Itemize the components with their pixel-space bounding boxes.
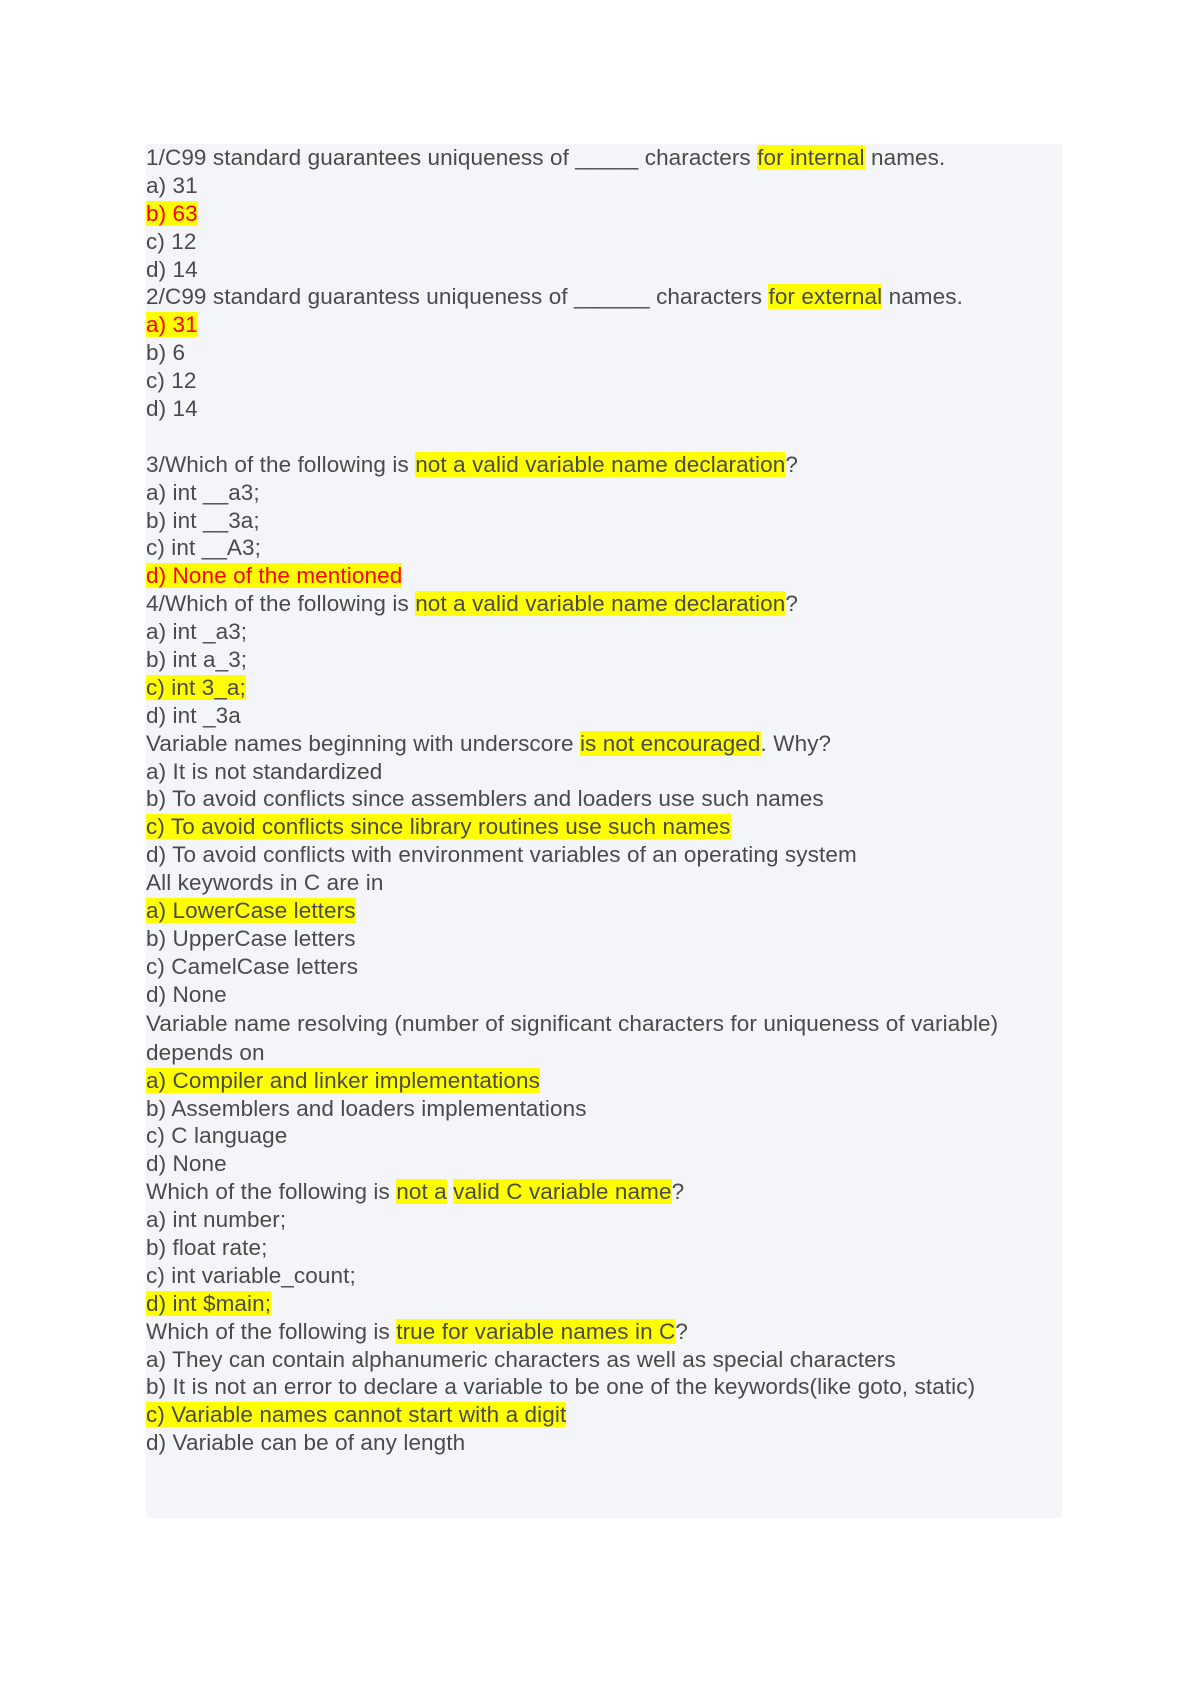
text-line <box>146 618 1062 646</box>
text-segment: c) C language <box>146 1123 288 1149</box>
text-line <box>146 953 1062 981</box>
highlighted-text: not a <box>396 1179 447 1205</box>
text-line <box>146 897 1062 925</box>
text-segment: a) int number; <box>146 1207 287 1233</box>
text-segment: d) int _3a <box>146 702 241 728</box>
text-segment: d) None <box>146 1151 227 1177</box>
text-line <box>146 1346 1062 1374</box>
text-line <box>146 367 1062 395</box>
text-segment: c) int variable_count; <box>146 1262 356 1288</box>
text-line <box>146 1234 1062 1262</box>
text-line <box>146 1067 1062 1095</box>
text-segment: b) To avoid conflicts since assemblers and loaders use such names <box>146 786 824 812</box>
text-segment: Variable names beginning with underscore <box>146 730 580 756</box>
highlighted-text: c) int 3_a; <box>146 674 246 700</box>
text-line <box>146 283 1062 311</box>
highlighted-text: a) LowerCase letters <box>146 898 356 924</box>
text-line <box>146 1429 1062 1457</box>
text-segment: d) 14 <box>146 256 198 282</box>
text-line <box>146 1150 1062 1178</box>
highlighted-text: for internal <box>757 145 865 170</box>
text-line <box>146 925 1062 953</box>
highlighted-text: not a valid variable name declaration <box>415 591 786 617</box>
text-segment: a) int _a3; <box>146 619 248 645</box>
text-line <box>146 339 1062 367</box>
text-line <box>146 1262 1062 1290</box>
text-segment: d) To avoid conflicts with environment variables of an operating system <box>146 842 857 868</box>
text-line <box>146 869 1062 897</box>
highlighted-text: a) 31 <box>146 312 198 338</box>
highlighted-text: b) 63 <box>146 200 198 226</box>
text-segment: a) 31 <box>146 172 198 198</box>
text-segment: ? <box>785 591 798 617</box>
highlighted-text: c) To avoid conflicts since library routines use such names <box>146 814 731 840</box>
text-line <box>146 1401 1062 1429</box>
text-line <box>146 674 1062 702</box>
text-segment: 4/Which of the following is <box>146 591 416 617</box>
text-line <box>146 1178 1062 1206</box>
highlighted-text: c) Variable names cannot start with a digit <box>146 1402 567 1428</box>
text-line <box>146 1122 1062 1150</box>
text-segment: ? <box>785 451 798 477</box>
text-segment: b) It is not an error to declare a variable to be one of the keywords(like goto, static) <box>146 1374 976 1400</box>
blank-line <box>146 423 1062 451</box>
text-line <box>146 172 1062 200</box>
text-segment: . Why? <box>760 730 832 756</box>
text-line <box>146 228 1062 256</box>
text-segment: d) 14 <box>146 396 198 422</box>
text-line <box>146 1290 1062 1318</box>
text-segment: c) int __A3; <box>146 535 262 561</box>
text-segment: All keywords in C are in <box>146 870 384 896</box>
highlighted-text: true for variable names in C <box>396 1318 676 1344</box>
text-line <box>146 590 1062 618</box>
highlighted-text: is not encouraged <box>579 730 761 756</box>
text-segment: b) Assemblers and loaders implementations <box>146 1095 587 1121</box>
text-segment: b) 6 <box>146 340 186 366</box>
text-segment: d) Variable can be of any length <box>146 1430 466 1456</box>
text-line <box>146 702 1062 730</box>
text-segment: b) UpperCase letters <box>146 925 356 951</box>
text-line <box>146 562 1062 590</box>
highlighted-text: for external <box>768 284 883 310</box>
highlighted-text: a) Compiler and linker implementations <box>146 1067 540 1093</box>
text-segment: b) int __3a; <box>146 507 260 533</box>
text-line <box>146 1318 1062 1346</box>
highlighted-text: valid C variable name <box>453 1179 672 1205</box>
text-segment: b) int a_3; <box>146 647 248 673</box>
text-line <box>146 646 1062 674</box>
text-line <box>146 395 1062 423</box>
text-segment: d) None <box>146 981 227 1007</box>
text-segment: 3/Which of the following is <box>146 451 416 477</box>
text-segment: c) CamelCase letters <box>146 953 359 979</box>
text-line <box>146 144 1062 172</box>
text-line <box>146 256 1062 284</box>
text-line <box>146 1095 1062 1123</box>
text-line <box>146 1009 1062 1067</box>
text-segment: Variable name resolving (number of significant characters for uniqueness of variable) depends on <box>146 1010 999 1065</box>
text-line <box>146 534 1062 562</box>
text-line <box>146 813 1062 841</box>
text-line <box>146 785 1062 813</box>
text-segment: a) It is not standardized <box>146 758 383 784</box>
text-line <box>146 451 1062 479</box>
text-segment: 2/C99 standard guarantess uniqueness of ______ characters <box>146 284 769 310</box>
highlighted-text: d) int $main; <box>146 1290 272 1316</box>
text-segment: b) float rate; <box>146 1234 268 1260</box>
text-line <box>146 758 1062 786</box>
text-line <box>146 841 1062 869</box>
quiz-text <box>146 144 1062 1457</box>
highlighted-text: d) None of the mentioned <box>146 563 403 589</box>
text-segment: 1/C99 standard guarantees uniqueness of _____ characters <box>146 145 758 170</box>
text-segment: a) They can contain alphanumeric characters as well as special characters <box>146 1346 896 1372</box>
text-line <box>146 1206 1062 1234</box>
text-segment: Which of the following is <box>146 1179 397 1205</box>
text-segment: c) 12 <box>146 228 197 254</box>
text-line <box>146 730 1062 758</box>
text-segment: c) 12 <box>146 368 197 394</box>
text-line <box>146 1373 1062 1401</box>
document-page <box>146 144 1062 1518</box>
text-segment: ? <box>675 1318 689 1344</box>
text-segment: ? <box>671 1179 685 1205</box>
text-segment: names. <box>864 145 946 170</box>
text-segment: names. <box>882 284 963 310</box>
text-line <box>146 507 1062 535</box>
text-segment: a) int __a3; <box>146 479 260 505</box>
text-line <box>146 200 1062 228</box>
text-line <box>146 479 1062 507</box>
highlighted-text: not a valid variable name declaration <box>415 451 786 477</box>
text-line <box>146 311 1062 339</box>
text-line <box>146 981 1062 1009</box>
text-segment: Which of the following is <box>146 1318 397 1344</box>
